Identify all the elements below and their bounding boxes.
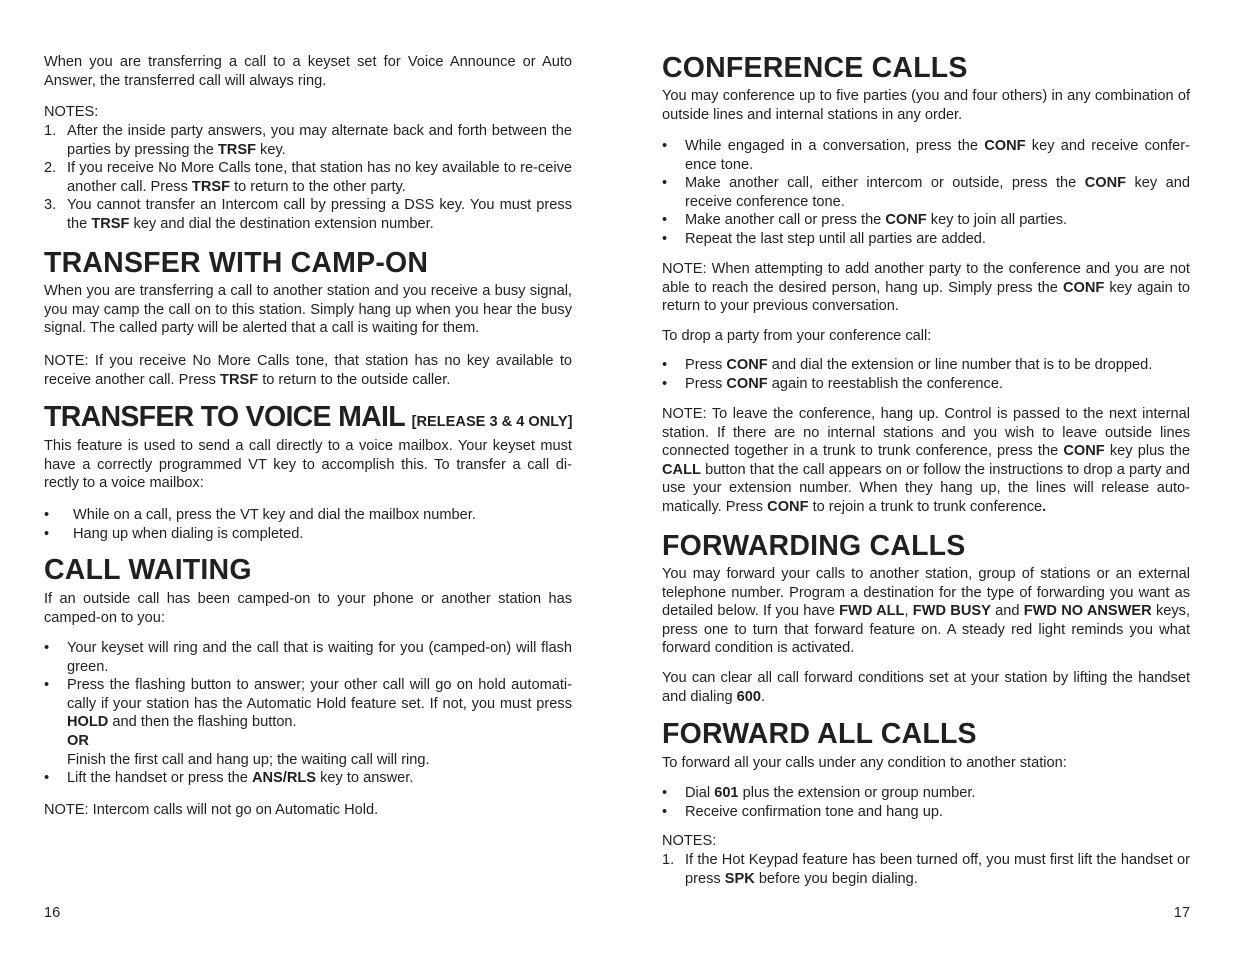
key-label: TRSF	[191, 178, 231, 195]
heading-transfer-camp-on: TRANSFER WITH CAMP-ON	[44, 247, 429, 279]
note-item: 1. After the inside party answers, you may alternate back and forth between the parties by pressing the TRSF key.	[44, 123, 572, 158]
drop-party-steps	[662, 356, 1190, 393]
key-label: FWD BUSY	[912, 603, 991, 620]
voice-mail-steps	[44, 506, 572, 543]
call-waiting-note: NOTE: Intercom calls will not go on Automatic Hold.	[44, 802, 379, 818]
left-page	[44, 0, 572, 954]
heading-forward-all-calls: FORWARD ALL CALLS	[662, 718, 977, 750]
forward-all-notes	[662, 851, 1190, 888]
notes-list	[44, 122, 572, 234]
key-label: CONF	[1062, 279, 1105, 296]
key-label: HOLD	[67, 714, 109, 731]
key-label: TRSF	[217, 141, 256, 158]
key-label: ANS/RLS	[251, 770, 317, 787]
call-waiting-steps	[44, 639, 572, 788]
note-item: 1. If the Hot Keypad feature has been turned off, you must first lift the handset or press SPK before you begin dialing.	[662, 852, 1190, 887]
key-label: SPK	[724, 870, 755, 887]
key-label: .	[1042, 498, 1047, 515]
camp-on-body: When you are transferring a call to another station and you receive a busy signal, you may camp the call on to this station. Simply hang up when you hear the busy signal. The called party will be alerted that a call is waiting for them.	[44, 283, 572, 337]
key-label: CONF	[1084, 175, 1127, 192]
drop-party-intro: To drop a party from your conference call:	[662, 328, 932, 344]
release-note: [RELEASE 3 & 4 ONLY]	[411, 414, 573, 430]
key-label: CONF	[726, 375, 768, 392]
forward-all-notes-label: NOTES:	[662, 833, 717, 849]
heading-transfer-voice-mail: TRANSFER TO VOICE MAIL [RELEASE 3 & 4 ONLY]	[44, 401, 573, 433]
key-label: FWD ALL	[839, 603, 905, 620]
key-label: CALL	[662, 461, 701, 478]
heading-forwarding-calls: FORWARDING CALLS	[662, 530, 966, 562]
key-label: TRSF	[91, 215, 130, 232]
key-label: CONF	[767, 498, 809, 515]
key-label: CONF	[1063, 443, 1105, 460]
list-item: • Make another call or press the CONF key to join all parties.	[662, 211, 1190, 230]
key-label: FWD NO ANSWER	[1023, 603, 1152, 620]
heading-conference-calls: CONFERENCE CALLS	[662, 52, 968, 84]
forward-all-steps	[662, 784, 1190, 821]
key-label: 600	[736, 688, 762, 705]
right-page	[662, 0, 1190, 954]
conference-body: You may conference up to five parties (you and four others) in any combination of outside lines and internal stations in any order.	[662, 88, 1190, 123]
key-label: CONF	[726, 357, 768, 373]
conference-note: NOTE: When attempting to add another party to the conference and you are not able to reach the desired person, hang up. Simply press the CONF key again to return to your previous conversation.	[662, 261, 1190, 315]
list-item: • Lift the handset or press the ANS/RLS key to answer.	[44, 769, 572, 788]
conference-steps	[662, 137, 1190, 249]
list-item: • While engaged in a conversation, press the CONF key and receive confer-ence tone.	[662, 137, 1190, 174]
leave-conference-note: NOTE: To leave the conference, hang up. Control is passed to the next internal station. If there are no internal stations and you wish to leave outside lines connected together in a trunk to trunk conference, press the CONF key plus the CALL button that the call appears on or follow the instructions to drop a party and use your extension number. When they hang up, the lines will release auto-matically. Press CONF to rejoin a trunk to trunk conference.	[662, 406, 1190, 515]
camp-on-note: NOTE: If you receive No More Calls tone, that station has no key available to receive another call. Press TRSF to return to the outside caller.	[44, 353, 572, 388]
list-item: • Hang up when dialing is completed.	[44, 525, 572, 544]
list-item: • Your keyset will ring and the call that is waiting for you (camped-on) will flash green.	[44, 639, 572, 676]
list-item: • Dial 601 plus the extension or group number.	[662, 784, 1190, 803]
key-label: TRSF	[220, 371, 259, 388]
key-label: 601	[714, 785, 739, 801]
list-item: • Repeat the last step until all parties are added.	[662, 230, 1190, 249]
key-label: CONF	[885, 212, 927, 229]
list-item: • Receive confirmation tone and hang up.	[662, 803, 1190, 822]
call-waiting-body: If an outside call has been camped-on to your phone or another station has camped-on to you:	[44, 591, 572, 626]
clear-forwarding: You can clear all call forward conditions set at your station by lifting the handset and dialing 600.	[662, 670, 1190, 705]
intro-paragraph: When you are transferring a call to a keyset set for Voice Announce or Auto Answer, the transferred call will always ring.	[44, 54, 572, 89]
forwarding-body: You may forward your calls to another station, group of stations or an external telephone number. Program a destination for the type of forwarding you want as detailed below. If you have FWD ALL, FWD BUSY and FWD NO ANSWER keys, press one to turn that forward feature on. A steady red light reminds you what forward condition is activated.	[662, 566, 1191, 657]
list-item: • Make another call, either intercom or outside, press the CONF key and receive conference tone.	[662, 174, 1190, 211]
list-item: • While on a call, press the VT key and dial the mailbox number.	[44, 506, 572, 525]
page-number-right: 17	[1173, 905, 1190, 921]
note-item: 3. You cannot transfer an Intercom call by pressing a DSS key. You must press the TRSF key and dial the destination extension number.	[44, 197, 572, 232]
key-label: OR	[67, 732, 89, 749]
page-number-left: 16	[44, 905, 61, 921]
list-item: • Press CONF again to reestablish the conference.	[662, 375, 1190, 394]
key-label: CONF	[984, 138, 1026, 154]
list-item: • Press CONF and dial the extension or line number that is to be dropped.	[662, 356, 1190, 375]
list-item: • Press the flashing button to answer; your other call will go on hold automati-cally if your station has the Automatic Hold feature set. If not, you must press HOLD and then the flashing button. OR Finish the first call and hang up; the waiting call will ring.	[44, 676, 572, 769]
forward-all-body: To forward all your calls under any condition to another station:	[662, 755, 1067, 771]
notes-label: NOTES:	[44, 104, 99, 120]
voice-mail-body: This feature is used to send a call directly to a voice mailbox. Your keyset must have a correctly programmed VT key to accomplish this. To transfer a call di-rectly to a voice mailbox:	[44, 438, 572, 492]
heading-call-waiting: CALL WAITING	[44, 554, 252, 586]
note-item: 2. If you receive No More Calls tone, that station has no key available to re-ceive another call. Press TRSF to return to the other party.	[44, 160, 572, 195]
